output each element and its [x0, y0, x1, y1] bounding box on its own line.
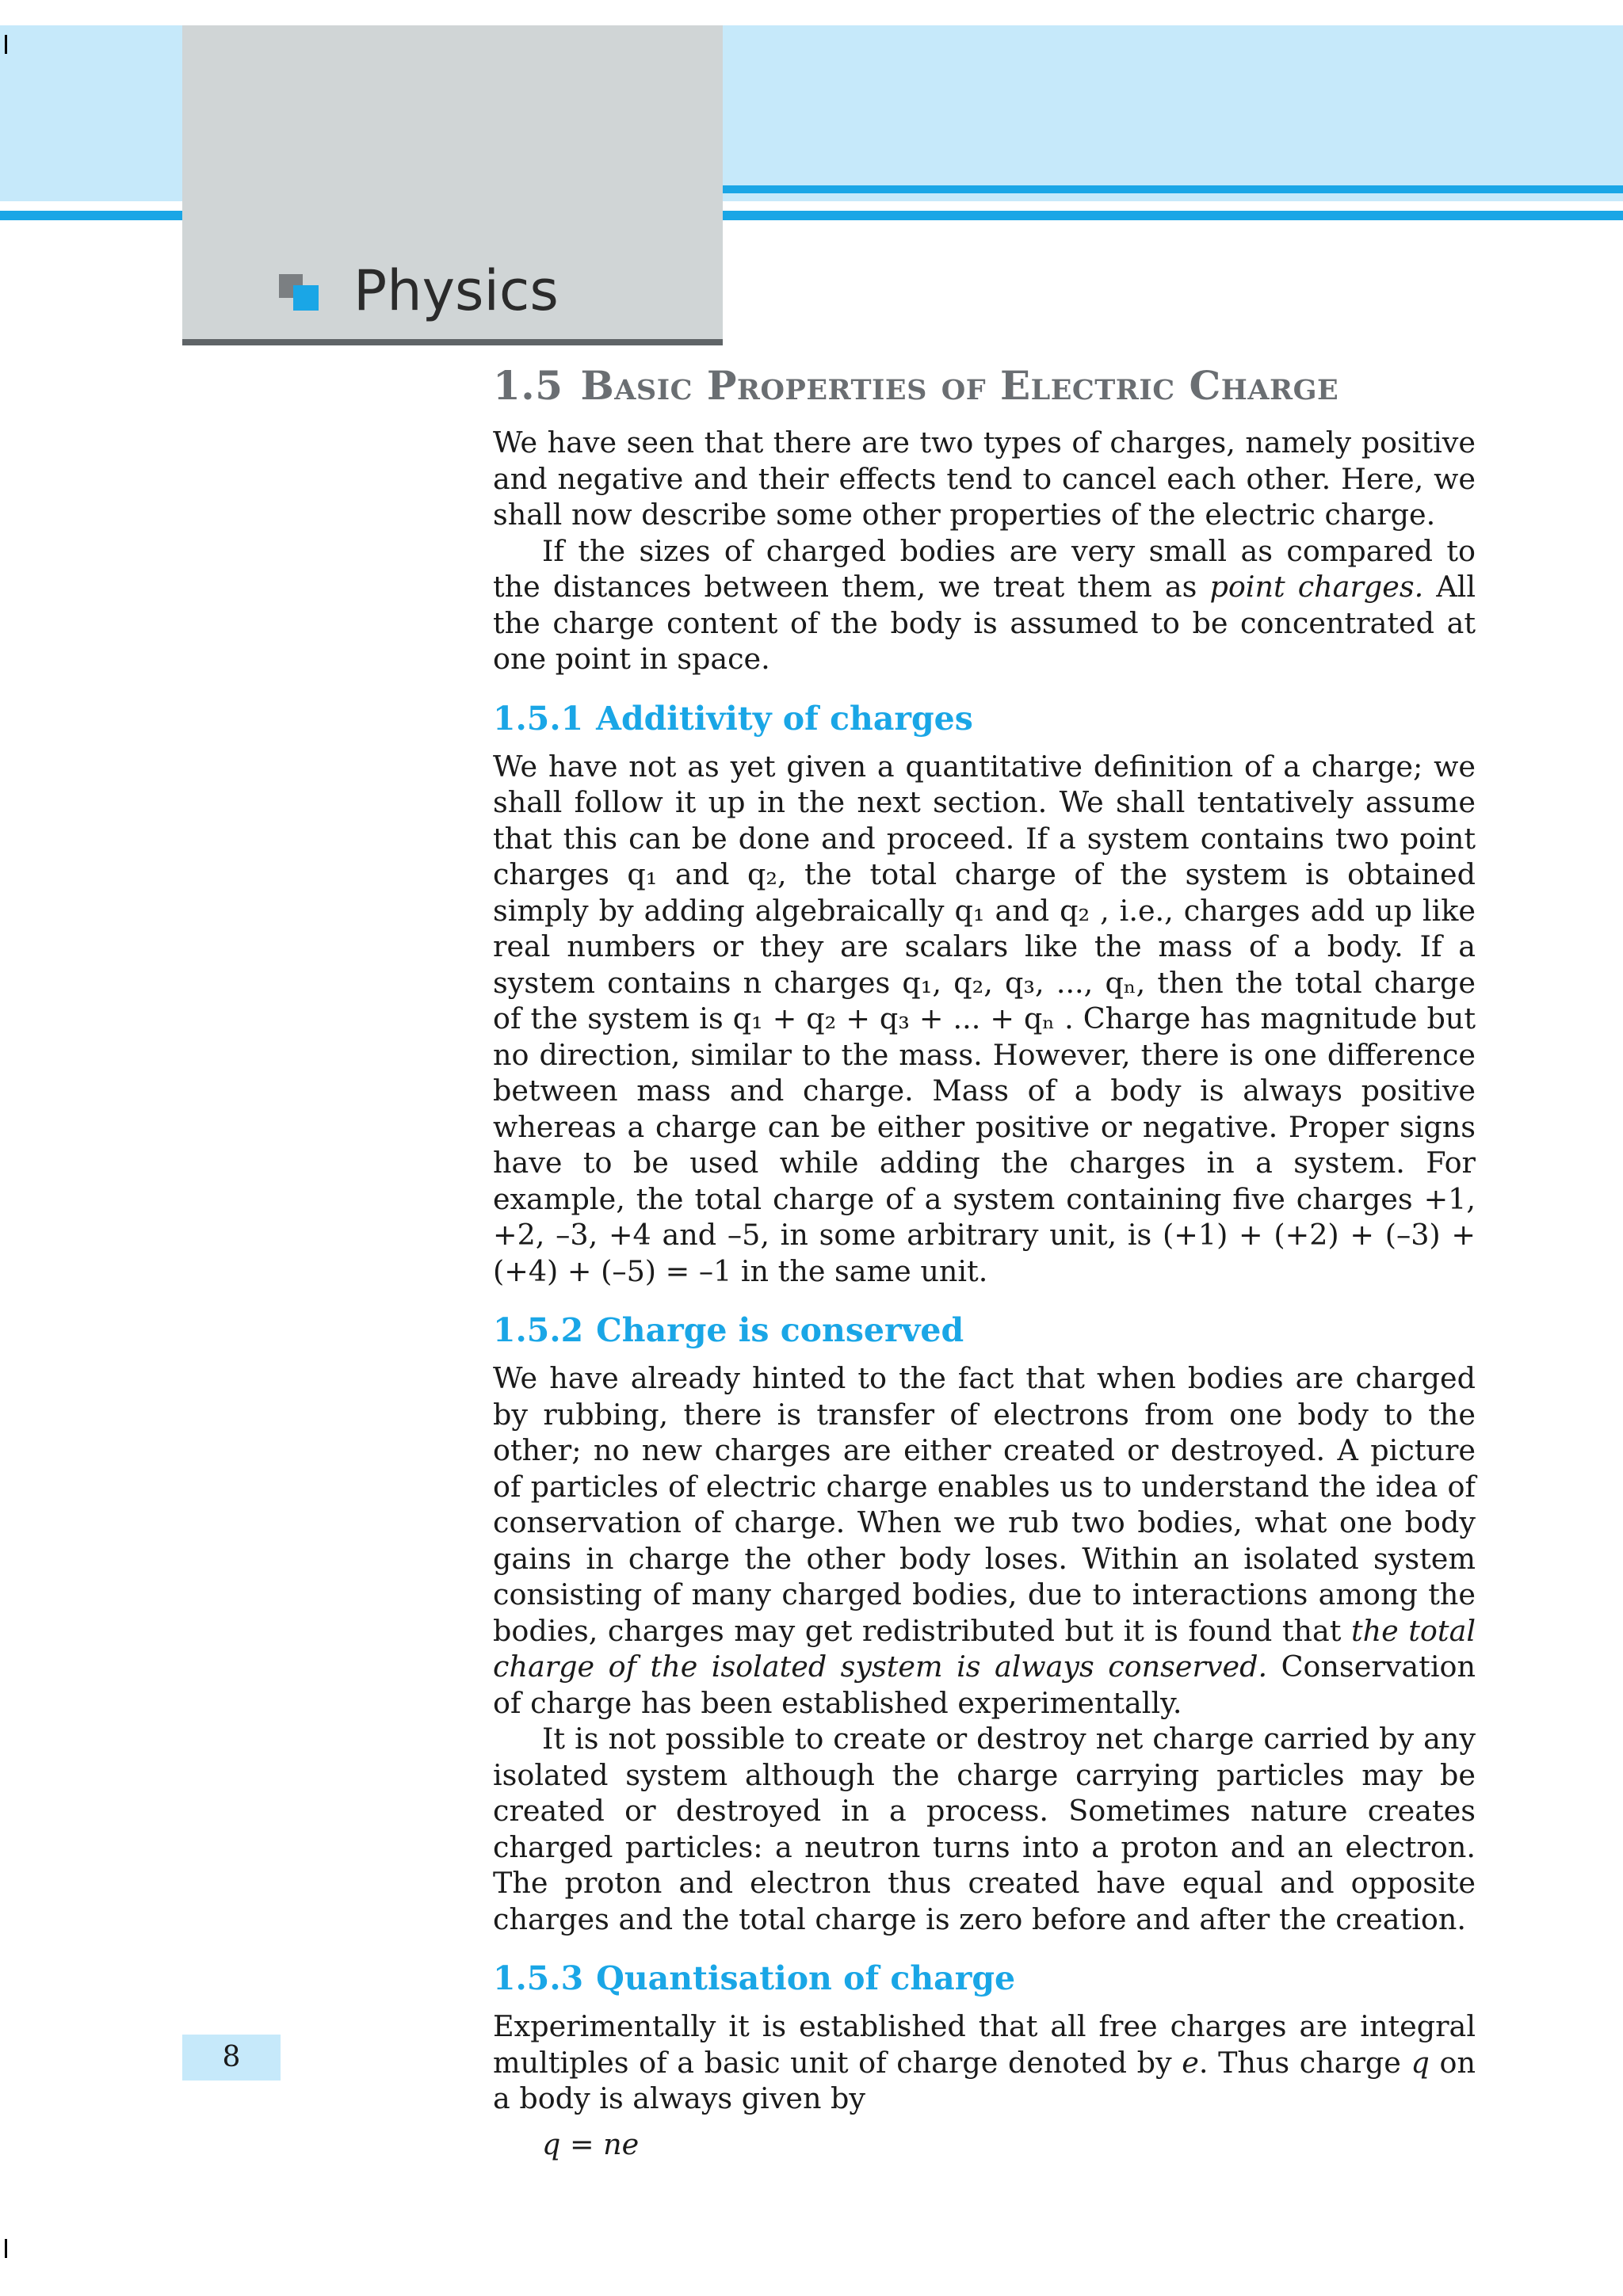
quantisation-text-a: Experimentally it is established that all free charges are integral multiples of a basic unit of charge denoted by: [493, 2009, 1476, 2080]
subsection-number: 1.5.1: [493, 699, 584, 738]
section-title: Basic Properties of Electric Charge: [580, 362, 1339, 409]
logo-blue-square: [293, 285, 319, 311]
symbol-q: q: [1411, 2045, 1430, 2080]
intro-paragraph-2: [493, 533, 1476, 677]
equation-q-ne: q = ne: [542, 2126, 640, 2161]
crop-mark-bottom: [5, 2239, 7, 2258]
conservation-paragraph-1: [493, 1360, 1476, 1721]
quantisation-paragraph: [493, 2008, 1476, 2117]
conservation-text-italic: the total charge of the isolated system is always conserved.: [493, 1613, 1476, 1684]
section-number: 1.5: [493, 362, 563, 409]
subject-title: Physics: [353, 258, 559, 323]
intro-text-a: If the sizes of charged bodies are very small as compared to the distances between them, we treat them as: [493, 533, 1476, 604]
subsection-number: 1.5.3: [493, 1959, 584, 1997]
subsection-number: 1.5.2: [493, 1311, 584, 1349]
conservation-paragraph-2: It is not possible to create or destroy net charge carried by any isolated system although the charge carrying particles may be created or destroyed in a process. Sometimes nature creates charged particles: a neutron turns into a proton and an electron. The proton and electron thus created have equal and opposite charges and the total charge is zero before and after the creation.: [493, 1722, 1476, 1936]
conservation-text-b: Conservation of charge has been established experimentally.: [493, 1650, 1476, 1720]
subsection-heading-additivity: [493, 696, 1476, 741]
subsection-title: Additivity of charges: [596, 699, 973, 738]
section-heading: [493, 358, 1476, 414]
subject-logo-icon: [279, 274, 320, 312]
crop-mark-top: [5, 35, 7, 54]
intro-text-b: All the charge content of the body is assumed to be concentrated at one point in space.: [493, 570, 1476, 676]
header-rule-left: [0, 211, 184, 220]
quantisation-text-c: on a body is always given by: [493, 2045, 1476, 2115]
symbol-e: e: [1182, 2045, 1199, 2080]
intro-paragraph-1: We have seen that there are two types of charges, namely positive and negative and their effects tend to cancel each other. Here, we shall now describe some other properties of the electric charge.: [493, 425, 1476, 532]
additivity-paragraph: We have not as yet given a quantitative definition of a charge; we shall follow it up in the next section. We shall tentatively assume that this can be done and proceed. If a system contains two point charges q₁ and q₂, the total charge of the system is obtained simply by adding algebraically q₁ and q₂ , i.e., charges add up like real numbers or they are scalars like the mass of a body. If a system contains n charges q₁, q₂, q₃, ..., qₙ, then the total charge of the system is q₁ + q₂ + q₃ + ... + qₙ . Charge has magnitude but no direction, similar to the mass. However, there is one difference between mass and charge. Mass of a body is always positive whereas a charge can be either positive or negative. Proper signs have to be used while adding the charges in a system. For example, the total charge of a system containing five charges +1, +2, –3, +4 and –5, in some arbitrary unit, is (+1) + (+2) + (–3) + (+4) + (–5) = –1 in the same unit.: [493, 749, 1476, 1288]
subsection-title: Quantisation of charge: [596, 1959, 1016, 1997]
page-number: 8: [182, 2035, 281, 2081]
subsection-heading-quantisation: [493, 1956, 1476, 2000]
subsection-heading-conserved: [493, 1308, 1476, 1352]
header-rule-right-thin: [723, 185, 1623, 193]
page-content: [493, 358, 1476, 2162]
subsection-title: Charge is conserved: [596, 1311, 964, 1349]
header-rule-right: [723, 211, 1623, 220]
quantisation-text-b: . Thus charge: [1198, 2045, 1411, 2080]
conservation-text-a: We have already hinted to the fact that when bodies are charged by rubbing, there is transfer of electrons from one body to the other; no new charges are either created or destroyed. A picture of particles of electric charge enables us to understand the idea of conservation of charge. When we rub two bodies, what one body gains in charge the other body loses. Within an isolated system consisting of many charged bodies, due to interactions among the bodies, charges may get redistributed but it is found that: [493, 1361, 1476, 1648]
intro-text-italic: point charges.: [1209, 570, 1424, 604]
